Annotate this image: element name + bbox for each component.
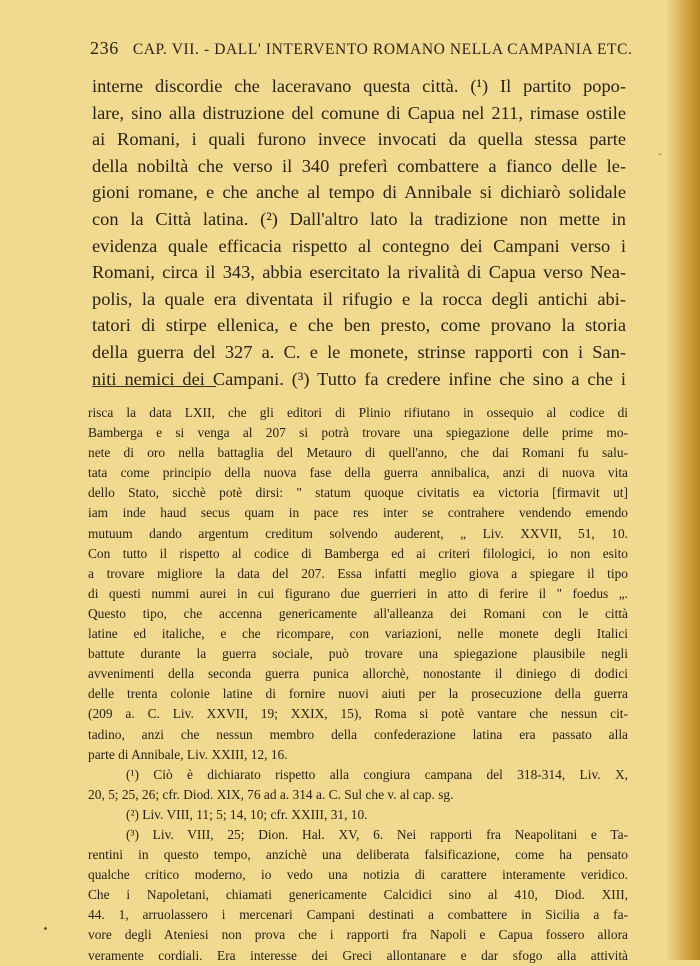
main-line: polis, la quale era diventata il rifugio e la rocca degli antichi abi-: [92, 288, 626, 309]
footnote-3-line: (³) Liv. VIII, 25; Dion. Hal. XV, 6. Nei rapporti fra Neapolitani e Ta-: [126, 826, 628, 842]
footnote-continuation-line: tadino, anzi che nessun membro della confederazione latina era passato alla: [88, 726, 628, 742]
main-line: evidenza quale efficacia rispetto al contegno dei Campani verso i: [92, 235, 626, 256]
footnote-continuation-line: di questi nummi aurei in cui figurano due guerrieri in atto di ferire il " foedus „.: [88, 585, 628, 601]
footnote-continuation-line: parte di Annibale, Liv. XXIII, 12, 16.: [88, 746, 288, 762]
footnote-3-line: veramente cordiali. Era interesse dei Greci allontanare e dar sfogo alla attività: [88, 947, 628, 963]
footnote-continuation-line: Con tutto il rispetto al codice di Bamberga ed ai criteri filologici, io non esito: [88, 545, 628, 561]
footnote-continuation-line: nete di oro nella battaglia del Metauro di quell'anno, che dai Romani fu salu-: [88, 445, 628, 461]
footnote-2-line: (²) Liv. VIII, 11; 5; 14, 10; cfr. XXIII, 31, 10.: [126, 806, 368, 822]
footnote-continuation-line: a trovare migliore la data del 207. Essa infatti meglio giova a spiegare il tipo: [88, 565, 628, 581]
main-line: della guerra del 327 a. C. e le monete, strinse rapporti con i San-: [92, 341, 626, 362]
running-header: [90, 38, 633, 59]
footnote-1-line: 20, 5; 25, 26; cfr. Diod. XIX, 76 ad a. 314 a. C. Sul che v. al cap. sg.: [88, 786, 454, 802]
main-line: gioni romane, e che anche al tempo di Annibale si dichiarò solidale: [92, 182, 626, 203]
main-line: Romani, circa il 343, abbia esercitato la rivalità di Capua verso Nea-: [92, 262, 626, 283]
main-line: tatori di stirpe ellenica, e che ben presto, come provano la storia: [92, 315, 626, 336]
footnote-continuation-line: avvenimenti della seconda guerra punica allorchè, nonostante il diniego di dodici: [88, 666, 628, 682]
page-number: 236: [90, 38, 119, 58]
footnote-continuation-line: delle trenta colonie latine di fornire nuovi aiuti per la prosecuzione della guerra: [88, 686, 628, 702]
footnote-continuation-line: mutuum dando argentum creditum solvendo auderent, „ Liv. XXVII, 51, 10.: [88, 525, 628, 541]
main-line: ai Romani, i quali furono invece invocati da quella stessa parte: [92, 129, 626, 150]
main-line: lare, sino alla distruzione del comune di Capua nel 211, rimase ostile: [92, 102, 626, 123]
footnote-3-line: Che i Napoletani, chiamati genericamente Calcidici sino al 410, Diod. XIII,: [88, 887, 628, 903]
main-line: interne discordie che laceravano questa città. (¹) Il partito popo-: [92, 76, 626, 96]
main-line: della nobiltà che verso il 340 preferì combattere a fianco delle le-: [92, 155, 626, 176]
running-title: CAP. VII. - DALL' INTERVENTO ROMANO NELLA CAMPANIA ETC.: [132, 41, 633, 58]
footnote-3-line: 44. 1, arruolassero i mercenari Campani destinati a combattere in Sicilia a fa-: [88, 907, 628, 923]
footnote-continuation-line: iam inde haud secus quam in pace res inter se contrahere vendendo emendo: [88, 505, 628, 521]
footnote-3-line: rentini in questo tempo, anzichè una deliberata falsificazione, come ha pensato: [88, 847, 628, 863]
footnote-continuation-line: tata come principio della nuova fase della guerra annibalica, anzi di nuova vita: [88, 465, 628, 481]
footnote-continuation-line: latine ed italiche, e che ricompare, con variazioni, nelle monete degli Italici: [88, 626, 628, 642]
footnote-3-line: qualche critico moderno, io vedo una notizia di carattere interamente veridico.: [88, 867, 628, 883]
margin-dot: [44, 927, 47, 930]
footnote-continuation-line: Questo tipo, che accenna genericamente all'alleanza dei Romani con le città: [88, 605, 628, 621]
footnote-continuation-line: Bamberga e si venga al 207 si potrà trovare una spiegazione delle prime mo-: [88, 425, 628, 441]
footnote-3-line: vore degli Ateniesi non prova che i rapporti fra Napoli e Capua fossero allora: [88, 927, 628, 943]
margin-mark: ˇ: [658, 153, 662, 164]
main-text: [92, 73, 626, 392]
footnote-continuation-line: battute durante la guerra sociale, può trovare una spiegazione plausibile negli: [88, 646, 628, 662]
main-line: niti nemici dei Campani. (³) Tutto fa credere infine che sino a che i: [92, 368, 626, 389]
footnote-continuation-line: (209 a. C. Liv. XXVII, 19; XXIX, 15), Roma si potè vantare che nessun cit-: [88, 706, 628, 722]
footnote-1-line: (¹) Ciò è dichiarato rispetto alla congiura campana del 318-314, Liv. X,: [126, 766, 628, 782]
page-edge-shadow: [666, 0, 700, 960]
footnote-continuation-line: risca la data LXII, che gli editori di Plinio rifiutano in ossequio al codice di: [88, 405, 628, 420]
footnote-separator: [92, 386, 216, 387]
footnote-continuation-line: dello Stato, sicchè potè dirsi: " statum quoque civitatis ea victoria [firmavit ut]: [88, 485, 628, 501]
footnotes: [88, 403, 628, 966]
main-line: con la Città latina. (²) Dall'altro lato la tradizione non mette in: [92, 208, 626, 229]
